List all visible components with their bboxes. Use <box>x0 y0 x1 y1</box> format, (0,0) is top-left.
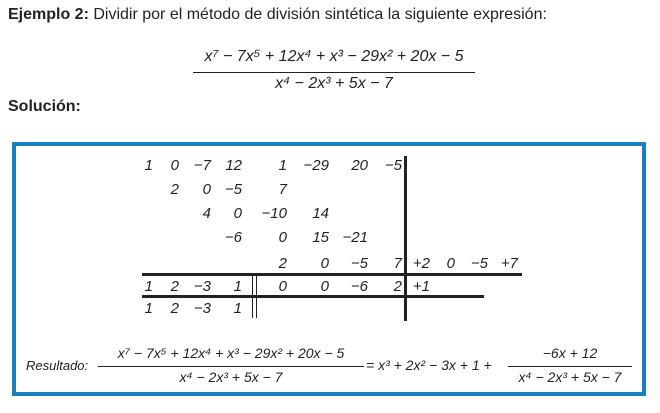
expression-fraction-bar <box>193 72 475 73</box>
table-cell-r2-c3: 0 <box>202 181 211 198</box>
divider-top <box>142 273 522 276</box>
table-cell-r6-c8: 2 <box>393 278 402 295</box>
example-heading <box>8 6 547 24</box>
table-cell-r7-c4: 1 <box>233 300 242 317</box>
expression-denominator: x⁴ − 2x³ + 5x − 7 <box>275 75 393 92</box>
table-cell-r6-c5: 0 <box>278 278 287 295</box>
table-cell-r5-c7: −5 <box>350 255 368 272</box>
table-cell-r5-c8: 7 <box>393 255 402 272</box>
quotient-marker-right <box>256 276 257 318</box>
example-label: Ejemplo 2: <box>8 6 89 23</box>
table-cell-r1-c8: −5 <box>384 157 402 174</box>
table-cell-r5-c10: 0 <box>446 255 455 272</box>
table-cell-r1-c7: 20 <box>351 157 368 174</box>
table-cell-r3-c6: 14 <box>312 205 329 222</box>
table-cell-r2-c4: −5 <box>224 181 242 198</box>
table-cell-r5-c12: +7 <box>500 255 518 272</box>
table-cell-r4-c6: 15 <box>312 229 329 246</box>
table-cell-r3-c5: −10 <box>261 205 287 222</box>
table-cell-r7-c3: −3 <box>193 300 211 317</box>
table-cell-r6-c6: 0 <box>320 278 329 295</box>
quotient-marker-left <box>252 276 253 318</box>
table-cell-r6-c1: 1 <box>144 278 153 295</box>
table-cell-r6-c9: +1 <box>412 278 430 295</box>
table-cell-r6-c7: −6 <box>350 278 368 295</box>
table-cell-r1-c2: 0 <box>170 157 179 174</box>
result-label: Resultado: <box>26 358 89 373</box>
table-cell-r1-c4: 12 <box>225 157 242 174</box>
expression-numerator: x⁷ − 7x⁵ + 12x⁴ + x³ − 29x² + 20x − 5 <box>204 48 464 65</box>
divider-bottom <box>142 295 484 298</box>
table-cell-r2-c2: 2 <box>170 181 179 198</box>
table-cell-r5-c5: 2 <box>278 255 287 272</box>
table-cell-r4-c7: −21 <box>342 229 368 246</box>
table-cell-r1-c6: −29 <box>303 157 329 174</box>
solution-label: Solución: <box>8 98 81 115</box>
table-cell-r6-c3: −3 <box>193 278 211 295</box>
result-lhs-fraction-bar <box>98 366 364 367</box>
example-text: Dividir por el método de división sintética la siguiente expresión: <box>88 6 547 23</box>
result-remainder-denominator: x⁴ − 2x³ + 5x − 7 <box>518 369 622 385</box>
result-remainder-numerator: −6x + 12 <box>542 345 598 361</box>
table-cell-r4-c4: −6 <box>224 229 242 246</box>
table-cell-r4-c5: 0 <box>278 229 287 246</box>
result-lhs-denominator: x⁴ − 2x³ + 5x − 7 <box>179 369 283 385</box>
table-cell-r1-c5: 1 <box>278 157 287 174</box>
result-lhs-numerator: x⁷ − 7x⁵ + 12x⁴ + x³ − 29x² + 20x − 5 <box>117 345 345 361</box>
table-cell-r7-c2: 2 <box>170 300 179 317</box>
table-cell-r1-c3: −7 <box>193 157 211 174</box>
table-cell-r5-c6: 0 <box>320 255 329 272</box>
table-cell-r3-c3: 4 <box>202 205 211 222</box>
result-remainder-fraction-bar <box>508 366 632 367</box>
table-cell-r5-c9: +2 <box>412 255 430 272</box>
table-cell-r3-c4: 0 <box>233 205 242 222</box>
table-cell-r6-c4: 1 <box>233 278 242 295</box>
result-quotient: = x³ + 2x² − 3x + 1 + <box>366 357 492 373</box>
table-cell-r2-c5: 7 <box>278 181 287 198</box>
table-cell-r7-c1: 1 <box>144 300 153 317</box>
table-cell-r6-c2: 2 <box>170 278 179 295</box>
table-cell-r1-c1: 1 <box>144 157 153 174</box>
table-cell-r5-c11: −5 <box>470 255 488 272</box>
